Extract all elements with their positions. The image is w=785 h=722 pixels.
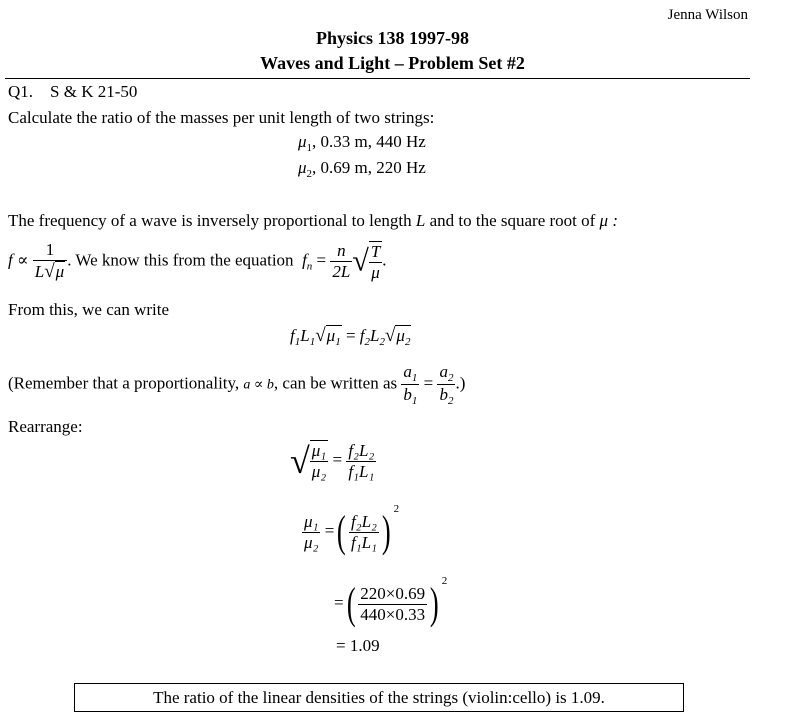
mu-symbol: μ bbox=[55, 262, 65, 281]
denominator: 2L bbox=[332, 262, 351, 281]
remember-text: (Remember that a proportionality, bbox=[8, 373, 240, 393]
length-symbol: L bbox=[300, 326, 310, 345]
fraction-a1-b1 bbox=[401, 362, 419, 407]
question-reference: S & K 21-50 bbox=[50, 82, 138, 101]
step-3-equation: =( $\frac{220\times 0.69}{440\times 0.33}$ ) $^2$ bbox=[334, 575, 448, 629]
index: 1 bbox=[335, 336, 341, 348]
denominator bbox=[33, 261, 67, 283]
radical-icon: √ bbox=[44, 261, 55, 282]
step-2-equation: $\frac{\text{μ₁}}{\text{μ₂}}$ =( $\frac{\text{f₂L₂}}{\text{f₁L₁}}$ ) $^2$ bbox=[304, 503, 400, 557]
numerator: μ₁ bbox=[311, 441, 327, 460]
equals-sign: = bbox=[334, 593, 344, 612]
fraction-numeric bbox=[358, 584, 427, 625]
remember-text: , can be written as bbox=[273, 373, 398, 393]
fraction-mu-ratio bbox=[302, 512, 320, 553]
length-symbol: L bbox=[415, 211, 426, 230]
denominator: 440×0.33 bbox=[360, 604, 426, 624]
denominator: f₁L₁ bbox=[348, 461, 375, 481]
exponent: 2 bbox=[441, 575, 448, 587]
fraction-fl-ratio bbox=[349, 512, 379, 553]
index: 2 bbox=[447, 395, 454, 407]
numerator: f₂L₂ bbox=[350, 511, 377, 531]
author-name: Jenna Wilson bbox=[667, 7, 748, 23]
fraction-a2-b2 bbox=[437, 362, 455, 407]
intro-text: The frequency of a wave is inversely proportional to length bbox=[8, 211, 412, 230]
answer-box: The ratio of the linear densities of the strings (violin:cello) is 1.09. bbox=[74, 683, 684, 712]
index: 1 bbox=[411, 372, 418, 384]
mu-symbol: μ bbox=[396, 326, 405, 345]
equals-sign: = bbox=[332, 449, 343, 469]
course-title: Physics 138 1997-98 bbox=[316, 28, 469, 48]
string-details: , 0.69 m, 220 Hz bbox=[312, 158, 426, 177]
question-label: Q1. bbox=[8, 82, 34, 101]
remember-end: .) bbox=[455, 373, 466, 393]
frequency-relation-line bbox=[8, 240, 387, 283]
index: 2 bbox=[447, 372, 454, 384]
n-subscript: n bbox=[306, 260, 313, 273]
mu-symbol: μ bbox=[298, 132, 307, 151]
equals-sign: = bbox=[345, 326, 356, 345]
string-1-data bbox=[298, 132, 426, 154]
fraction-t-over-mu bbox=[369, 241, 382, 283]
equals-sign: = bbox=[316, 250, 327, 270]
a-symbol: a bbox=[403, 362, 412, 381]
string-2-data bbox=[298, 158, 426, 180]
question-heading bbox=[8, 82, 137, 102]
equation-equal-products bbox=[290, 325, 411, 348]
numerator: μ₁ bbox=[304, 511, 319, 531]
problem-set-title: Waves and Light – Problem Set #2 bbox=[260, 53, 525, 73]
length-symbol: L bbox=[34, 262, 45, 281]
radical-icon: √ bbox=[352, 244, 369, 278]
numerator: T bbox=[370, 241, 381, 261]
b-symbol: b bbox=[403, 385, 412, 404]
index: 2 bbox=[364, 336, 371, 348]
mu-index: 2 bbox=[306, 168, 313, 180]
fraction-one-over-l-root-mu bbox=[33, 240, 67, 283]
f-symbol: f bbox=[290, 326, 295, 345]
header-divider bbox=[5, 78, 750, 79]
numerator: 220×0.69 bbox=[360, 583, 426, 603]
period: . bbox=[382, 250, 387, 270]
from-this-text: From this, we can write bbox=[8, 300, 169, 319]
numerator: f₂L₂ bbox=[348, 440, 375, 460]
radical-icon: √ bbox=[290, 441, 310, 481]
length-symbol: L bbox=[370, 326, 380, 345]
b-symbol: b bbox=[439, 385, 448, 404]
a-symbol: a bbox=[439, 362, 448, 381]
fraction-n-over-2l bbox=[330, 241, 352, 282]
mu-symbol: μ bbox=[298, 158, 307, 177]
exponent: 2 bbox=[393, 503, 400, 515]
fraction-fl-ratio bbox=[346, 441, 376, 482]
equals-sign: = bbox=[324, 521, 335, 540]
index: 2 bbox=[379, 336, 385, 348]
proportion-expr: a ∝ b bbox=[243, 377, 274, 393]
f-symbol: f bbox=[302, 250, 307, 270]
denominator: f₁L₁ bbox=[350, 532, 377, 552]
string-details: , 0.33 m, 440 Hz bbox=[312, 132, 426, 151]
numerator: n bbox=[330, 241, 352, 262]
intro-rest: and to the square root of bbox=[429, 211, 596, 230]
mu-symbol: μ bbox=[326, 326, 336, 345]
radical-icon: √ bbox=[315, 325, 326, 346]
index: 2 bbox=[404, 336, 411, 348]
rearrange-label: Rearrange: bbox=[8, 417, 83, 436]
denominator: μ bbox=[371, 262, 380, 282]
step-1-equation bbox=[290, 440, 376, 482]
question-prompt: Calculate the ratio of the masses per unit length of two strings: bbox=[8, 108, 435, 127]
index: 1 bbox=[411, 395, 418, 407]
mu-symbol: μ : bbox=[599, 211, 618, 230]
radical-icon: √ bbox=[384, 325, 396, 346]
proportionality-statement bbox=[8, 211, 618, 231]
result-value: = 1.09 bbox=[336, 636, 380, 655]
index: 1 bbox=[309, 336, 316, 348]
numerator: 1 bbox=[33, 240, 67, 261]
known-text: . We know this from the equation bbox=[67, 250, 294, 270]
prop-lhs: f ∝ bbox=[8, 250, 29, 270]
index: 1 bbox=[294, 336, 301, 348]
mu-index: 1 bbox=[306, 142, 313, 154]
denominator: μ₂ bbox=[304, 532, 319, 552]
remember-note: (Remember that a proportionality, a ∝ b, can be written as $\frac{a_1}{b_1}$ = $\frac{a_2}{b_2}$ .) bbox=[8, 362, 466, 407]
f-symbol: f bbox=[359, 326, 365, 345]
fraction-mu-ratio bbox=[310, 440, 328, 482]
denominator: μ₂ bbox=[311, 462, 327, 481]
